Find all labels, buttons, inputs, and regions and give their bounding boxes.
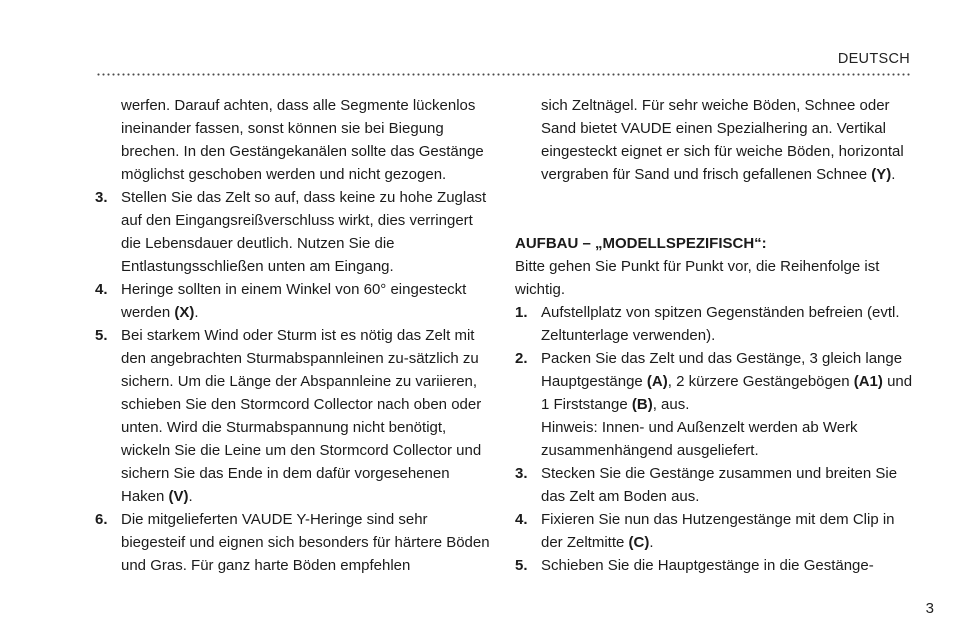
item-number: 3. — [515, 465, 528, 482]
item-text: , aus. — [652, 396, 690, 413]
right-continuation-paragraph — [515, 94, 920, 186]
list-item-2 — [515, 347, 920, 462]
figure-reference: (A1) — [853, 373, 883, 390]
item-text: Heringe sollten in einem Winkel von 60° eingesteckt werden — [121, 281, 467, 321]
continuation-text: sich Zeltnägel. Für sehr weiche Böden, Schnee oder Sand bietet VAUDE einen Spezialhering an. Vertikal eingesteckt eignet er sich für weiche Böden, horizontal vergraben für Sand und frisch gefallenen Schnee — [541, 97, 904, 183]
item-number: 5. — [95, 327, 108, 344]
language-label: DEUTSCH — [837, 51, 910, 67]
figure-reference: (C) — [628, 534, 650, 551]
item-number: 5. — [515, 557, 528, 574]
list-item-1 — [515, 301, 920, 347]
item-number: 4. — [95, 281, 108, 298]
item-text: Packen Sie das Zelt und das Gestänge, 3 gleich lange Hauptgestänge — [541, 350, 903, 390]
list-item-5b — [515, 554, 920, 577]
item-text: Stecken Sie die Gestänge zusammen und breiten Sie das Zelt am Boden aus. — [541, 465, 898, 505]
list-item-4b — [515, 508, 920, 554]
item-text: Fixieren Sie nun das Hutzengestänge mit dem Clip in der Zeltmitte — [541, 511, 895, 551]
list-item-4 — [95, 278, 495, 324]
list-item-6 — [95, 508, 495, 577]
item-text: Aufstellplatz von spitzen Gegenständen befreien (evtl. Zeltunterlage verwenden). — [541, 304, 900, 344]
list-item-3b — [515, 462, 920, 508]
item-text: und 1 Firststange — [541, 373, 913, 413]
left-intro-paragraph: werfen. Darauf achten, dass alle Segmente lückenlos ineinander fassen, sonst können sie bei Biegung brechen. In den Gestängekanälen sollte das Gestänge möglichst geschoben werden und nicht gezogen. — [121, 97, 484, 183]
figure-reference: (X) — [174, 304, 195, 321]
item-text: Die mitgelieferten VAUDE Y-Heringe sind sehr biegesteif und eignen sich besonders für härtere Böden und Gras. Für ganz harte Böden empfehlen — [121, 511, 490, 574]
figure-reference: (V) — [168, 488, 189, 505]
punctuation: . — [194, 304, 199, 321]
item-text: , 2 kürzere Gestängebögen — [667, 373, 850, 390]
item-note: Hinweis: Innen- und Außenzelt werden ab Werk zusammenhängend ausgeliefert. — [541, 419, 858, 459]
page-number: 3 — [925, 600, 934, 617]
item-number: 6. — [95, 511, 108, 528]
left-column — [95, 94, 495, 577]
figure-reference: (A) — [646, 373, 668, 390]
right-column — [515, 94, 920, 577]
section-heading: AUFBAU – „MODELLSPEZIFISCH“: — [515, 235, 767, 252]
punctuation: . — [188, 488, 193, 505]
item-text: Schieben Sie die Hauptgestänge in die Gestänge- — [541, 557, 874, 574]
item-text: Stellen Sie das Zelt so auf, dass keine zu hohe Zuglast auf den Eingangsreißverschluss wirkt, dies verringert die Lebensdauer deutlich. Nutzen Sie die Entlastungsschließen unten am Eingang. — [121, 189, 487, 275]
list-item-5 — [95, 324, 495, 508]
figure-reference: (B) — [631, 396, 653, 413]
section-intro: Bitte gehen Sie Punkt für Punkt vor, die Reihenfolge ist wichtig. — [515, 258, 880, 298]
punctuation: . — [891, 166, 896, 183]
item-number: 4. — [515, 511, 528, 528]
item-number: 3. — [95, 189, 108, 206]
list-item-3 — [95, 186, 495, 278]
punctuation: . — [649, 534, 654, 551]
figure-reference: (Y) — [871, 166, 892, 183]
item-number: 1. — [515, 304, 528, 321]
item-text: Bei starkem Wind oder Sturm ist es nötig das Zelt mit den angebrachten Sturmabspannleinen zu-sätzlich zu sichern. Um die Länge der Abspannleine zu variieren, schieben Sie den Stormcord Collector nach oben oder unten. Wird die Sturmabspannung nicht benötigt, wickeln Sie die Leine um den Stormcord Collector und sichern Sie das Ende in dem dafür vorgesehenen Haken — [121, 327, 482, 505]
dotted-divider — [96, 73, 910, 76]
item-number: 2. — [515, 350, 528, 367]
